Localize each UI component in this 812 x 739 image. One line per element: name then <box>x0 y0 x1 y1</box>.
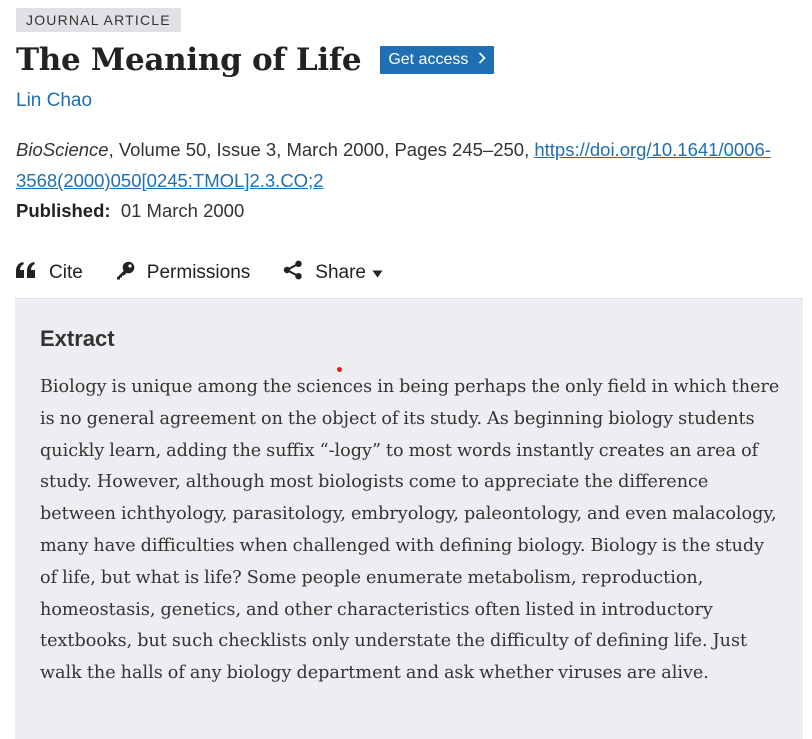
author-link[interactable]: Lin Chao <box>16 90 93 111</box>
permissions-label: Permissions <box>146 262 251 283</box>
key-icon <box>116 261 147 286</box>
get-access-label: Get access <box>388 51 469 68</box>
article-title: The Meaning of Life <box>16 42 362 78</box>
citation <box>16 134 808 196</box>
journal-name: BioScience <box>16 139 109 160</box>
extract-panel <box>15 298 803 739</box>
cursor-marker <box>337 367 342 372</box>
get-access-button[interactable] <box>380 46 494 74</box>
cite-label: Cite <box>49 262 83 283</box>
published-label: Published: <box>16 200 111 221</box>
extract-text: Biology is unique among the sciences in being perhaps the only field in which there is no general agreement on the object of its study. As beginning biology students quickly learn, adding the suffix “-logy” to most words instantly creates an area of study. However, although most biologists come to appreciate the difference between ichthyology, parasitology, embryology, paleontology, and even malacology, many have difficulties when challenged with defining biology. Biology is the study of life, but what is life? Some people enumerate metabolism, reproduction, homeostasis, genetics, and other characteristics often listed in introductory textbooks, but such checklists only understate the difficulty of defining life. Just walk the halls of any biology department and ask whether viruses are alive. <box>40 377 780 684</box>
title-row <box>16 40 812 80</box>
article-header <box>16 0 812 301</box>
cite-button[interactable] <box>16 262 83 284</box>
share-icon <box>283 260 315 286</box>
published-line <box>16 196 812 226</box>
caret-down-icon <box>372 262 395 284</box>
extract-heading: Extract <box>40 326 115 351</box>
chevron-right-icon <box>478 50 486 70</box>
article-toolbar <box>16 256 802 301</box>
doi-link[interactable]: https://doi.org/10.1641/0006-3568(2000)050[0245:TMOL]2.3.CO;2 <box>16 139 771 191</box>
article-type-badge: JOURNAL ARTICLE <box>16 8 181 32</box>
published-date: 01 March 2000 <box>120 200 245 221</box>
quote-icon <box>16 262 49 284</box>
permissions-button[interactable] <box>116 261 250 286</box>
share-label: Share <box>315 262 366 283</box>
citation-details: , Volume 50, Issue 3, March 2000, Pages 245–250, <box>108 139 535 160</box>
share-button[interactable] <box>283 260 395 286</box>
